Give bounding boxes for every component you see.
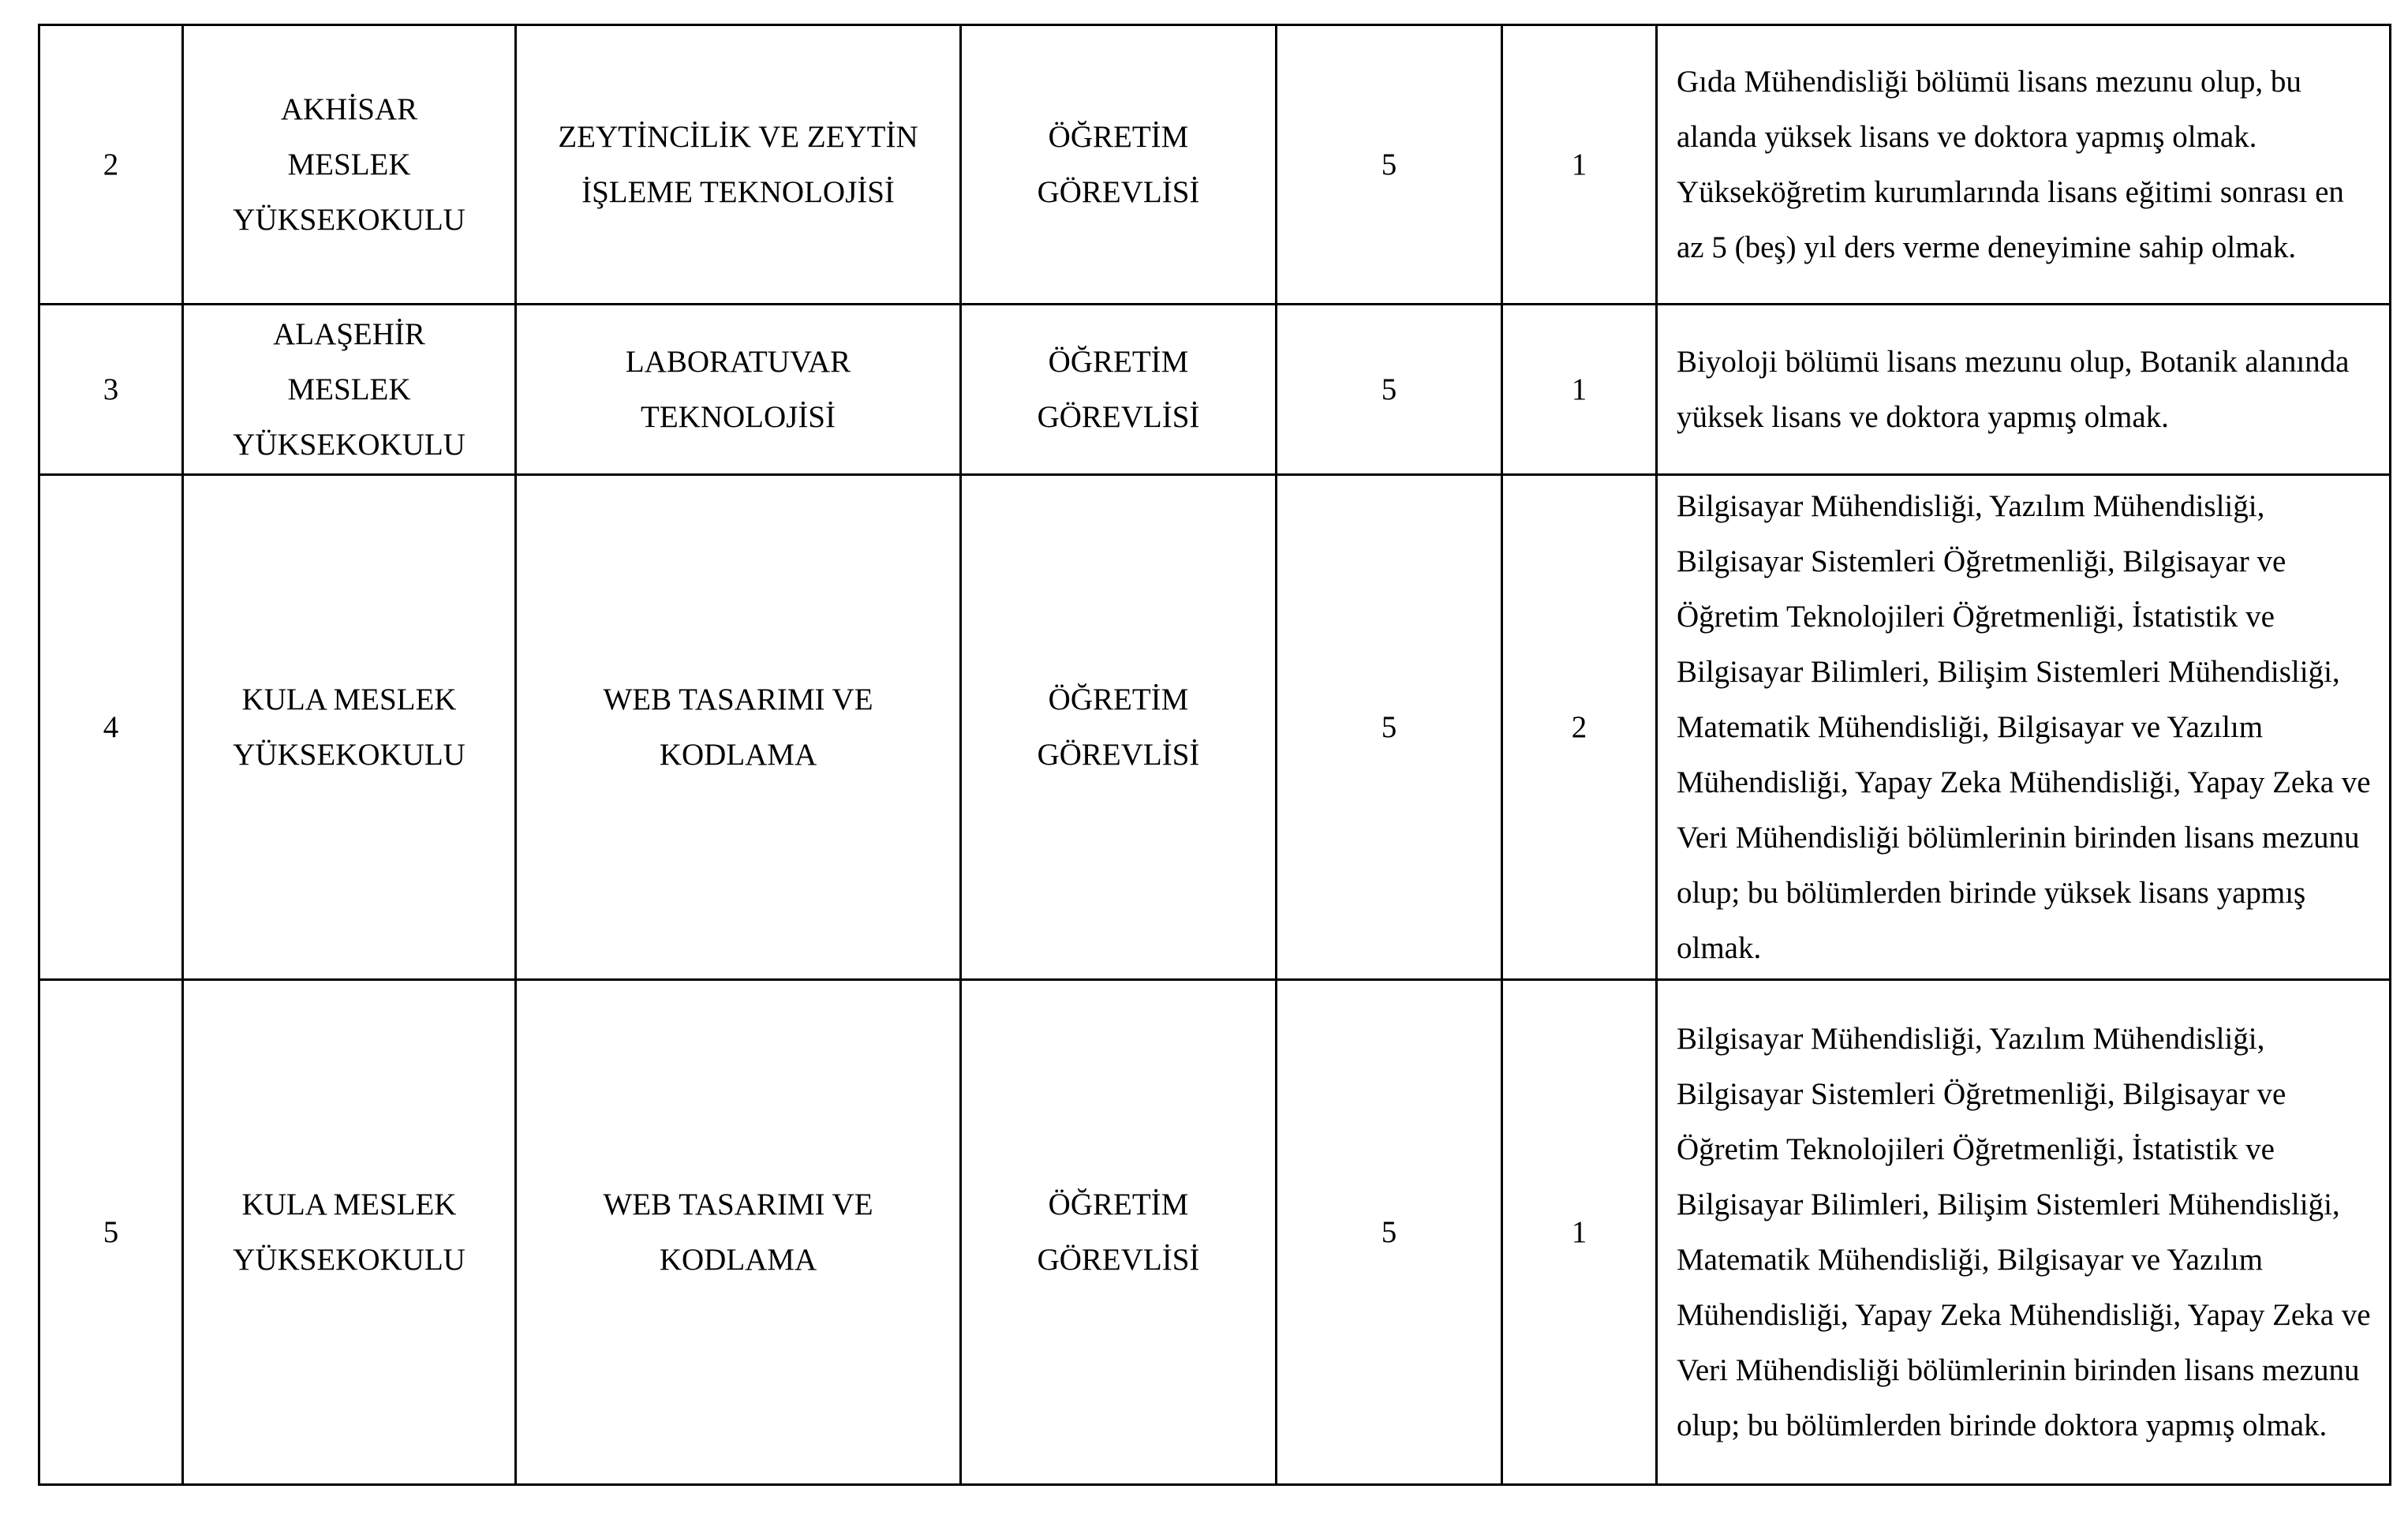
title-cell: ÖĞRETİM GÖREVLİSİ xyxy=(961,475,1277,980)
unit-cell: KULA MESLEK YÜKSEKOKULU xyxy=(183,980,516,1485)
row-number-cell: 2 xyxy=(39,25,183,305)
row-number-cell: 4 xyxy=(39,475,183,980)
requirements-cell: Bilgisayar Mühendisliği, Yazılım Mühendisliği, Bilgisayar Sistemleri Öğretmenliği, Bilgisayar ve Öğretim Teknolojileri Öğretmenliği, İstatistik ve Bilgisayar Bilimleri, Bilişim Sistemleri Mühendisliği, Matematik Mühendisliği, Bilgisayar ve Yazılım Mühendisliği, Yapay Zeka Mühendisliği, Yapay Zeka ve Veri Mühendisliği bölümlerinin birinden lisans mezunu olup; bu bölümlerden birinde doktora yapmış olmak. xyxy=(1657,980,2391,1485)
count-cell: 2 xyxy=(1502,475,1657,980)
count-cell: 1 xyxy=(1502,980,1657,1485)
count-cell: 1 xyxy=(1502,305,1657,475)
row-number-cell: 5 xyxy=(39,980,183,1485)
table-row xyxy=(39,980,2391,1485)
degree-cell: 5 xyxy=(1277,305,1502,475)
staff-positions-table xyxy=(38,24,2391,1486)
table-row xyxy=(39,305,2391,475)
count-cell: 1 xyxy=(1502,25,1657,305)
program-cell: ZEYTİNCİLİK VE ZEYTİN İŞLEME TEKNOLOJİSİ xyxy=(516,25,961,305)
title-cell: ÖĞRETİM GÖREVLİSİ xyxy=(961,305,1277,475)
row-number-cell: 3 xyxy=(39,305,183,475)
requirements-cell: Biyoloji bölümü lisans mezunu olup, Botanik alanında yüksek lisans ve doktora yapmış olmak. xyxy=(1657,305,2391,475)
program-cell: LABORATUVAR TEKNOLOJİSİ xyxy=(516,305,961,475)
program-cell: WEB TASARIMI VE KODLAMA xyxy=(516,475,961,980)
degree-cell: 5 xyxy=(1277,25,1502,305)
table-row xyxy=(39,475,2391,980)
requirements-cell: Bilgisayar Mühendisliği, Yazılım Mühendisliği, Bilgisayar Sistemleri Öğretmenliği, Bilgisayar ve Öğretim Teknolojileri Öğretmenliği, İstatistik ve Bilgisayar Bilimleri, Bilişim Sistemleri Mühendisliği, Matematik Mühendisliği, Bilgisayar ve Yazılım Mühendisliği, Yapay Zeka Mühendisliği, Yapay Zeka ve Veri Mühendisliği bölümlerinin birinden lisans mezunu olup; bu bölümlerden birinde yüksek lisans yapmış olmak. xyxy=(1657,475,2391,980)
table-row xyxy=(39,25,2391,305)
title-cell: ÖĞRETİM GÖREVLİSİ xyxy=(961,25,1277,305)
unit-cell: KULA MESLEK YÜKSEKOKULU xyxy=(183,475,516,980)
degree-cell: 5 xyxy=(1277,475,1502,980)
degree-cell: 5 xyxy=(1277,980,1502,1485)
requirements-cell: Gıda Mühendisliği bölümü lisans mezunu olup, bu alanda yüksek lisans ve doktora yapmış olmak. Yükseköğretim kurumlarında lisans eğitimi sonrası en az 5 (beş) yıl ders verme deneyimine sahip olmak. xyxy=(1657,25,2391,305)
unit-cell: ALAŞEHİR MESLEK YÜKSEKOKULU xyxy=(183,305,516,475)
program-cell: WEB TASARIMI VE KODLAMA xyxy=(516,980,961,1485)
title-cell: ÖĞRETİM GÖREVLİSİ xyxy=(961,980,1277,1485)
unit-cell: AKHİSAR MESLEK YÜKSEKOKULU xyxy=(183,25,516,305)
